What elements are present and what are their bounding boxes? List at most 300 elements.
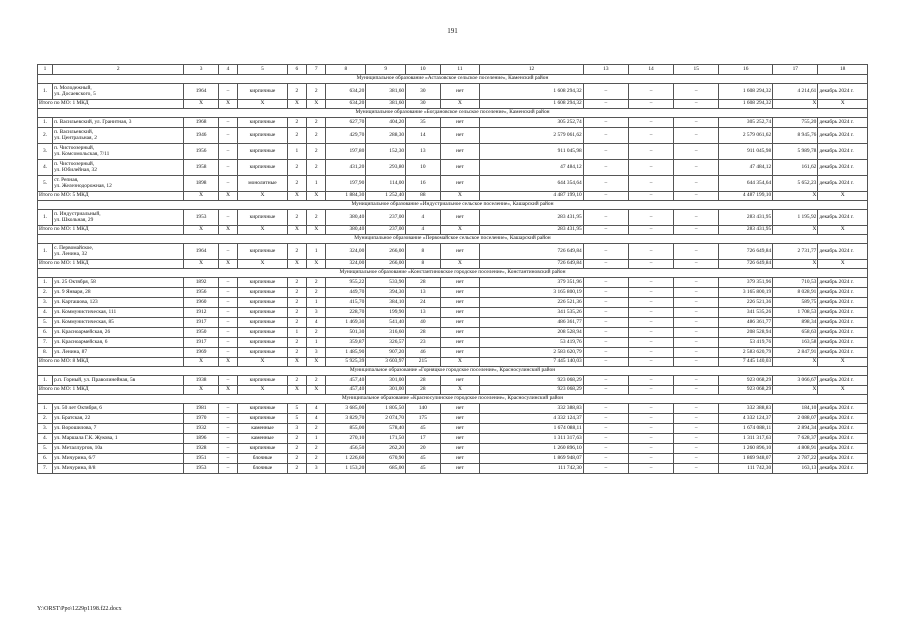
- data-cell: 1953: [184, 464, 218, 474]
- data-cell: –: [674, 454, 719, 464]
- data-cell: –: [628, 176, 673, 192]
- data-cell: 2: [287, 128, 306, 144]
- data-cell: нет: [440, 84, 480, 100]
- total-cell: 1 884,30: [326, 192, 366, 201]
- total-cell: X: [307, 100, 326, 109]
- data-cell: нет: [440, 118, 480, 128]
- data-cell: 2: [307, 454, 326, 464]
- data-cell: 2.: [38, 414, 53, 424]
- data-cell: нет: [440, 328, 480, 338]
- data-cell: 2 894,34: [773, 424, 818, 434]
- data-cell: кирпичные: [238, 244, 288, 260]
- data-cell: кирпичные: [238, 328, 288, 338]
- data-cell: декабрь 2024 г.: [818, 298, 868, 308]
- data-cell: кирпичные: [238, 318, 288, 328]
- data-cell: кирпичные: [238, 444, 288, 454]
- data-cell: 1 485,90: [326, 348, 366, 358]
- data-cell: кирпичные: [238, 348, 288, 358]
- total-cell: –: [583, 260, 628, 269]
- data-cell: –: [583, 348, 628, 358]
- data-cell: –: [674, 444, 719, 454]
- total-cell: 237,00: [366, 226, 406, 235]
- total-cell: X: [440, 192, 480, 201]
- table-row: [38, 308, 868, 318]
- data-cell: блочные: [238, 454, 288, 464]
- data-cell: 4 332 124,37: [480, 414, 583, 424]
- municipality-heading-row: [38, 235, 868, 244]
- data-cell: 1 311 317,63: [719, 434, 773, 444]
- data-cell: 163,58: [773, 338, 818, 348]
- address-line-2: ул. Юбилейная, 32: [54, 166, 97, 173]
- data-cell: 1928: [184, 444, 218, 454]
- data-cell: –: [218, 144, 237, 160]
- data-cell: 17: [406, 434, 440, 444]
- data-cell: 8: [406, 244, 440, 260]
- data-cell: –: [628, 160, 673, 176]
- address-cell: [53, 160, 184, 176]
- total-cell: 3 603,97: [366, 358, 406, 367]
- data-cell: 326,57: [366, 338, 406, 348]
- total-cell: X: [238, 226, 288, 235]
- total-cell: 88: [406, 192, 440, 201]
- data-cell: 1958: [184, 160, 218, 176]
- municipality-heading-row: [38, 109, 868, 118]
- data-cell: 2: [287, 278, 306, 288]
- data-cell: 1956: [184, 288, 218, 298]
- total-cell: X: [287, 192, 306, 201]
- total-cell: 7 445 140,03: [480, 358, 583, 367]
- data-cell: –: [583, 118, 628, 128]
- address-cell: р.п. Горный, ул. Праволинейная, 5в: [53, 376, 184, 386]
- total-cell: X: [773, 192, 818, 201]
- column-number-cell: 14: [628, 65, 673, 75]
- data-cell: –: [583, 338, 628, 348]
- data-cell: –: [674, 118, 719, 128]
- data-cell: кирпичные: [238, 84, 288, 100]
- total-cell: 634,20: [326, 100, 366, 109]
- data-cell: кирпичные: [238, 288, 288, 298]
- data-cell: 341 535,26: [719, 308, 773, 318]
- total-cell: X: [773, 100, 818, 109]
- total-label: Итого по МО: 1 МКД: [38, 100, 184, 109]
- data-cell: 2: [287, 338, 306, 348]
- data-cell: 1917: [184, 318, 218, 328]
- address-cell: [53, 128, 184, 144]
- data-cell: –: [674, 84, 719, 100]
- data-cell: 379 351,96: [480, 278, 583, 288]
- data-cell: 152,30: [366, 144, 406, 160]
- data-cell: 288,30: [366, 128, 406, 144]
- total-cell: –: [628, 100, 673, 109]
- data-cell: –: [674, 128, 719, 144]
- data-cell: –: [218, 454, 237, 464]
- data-cell: 2: [287, 84, 306, 100]
- data-cell: 2: [287, 308, 306, 318]
- data-cell: –: [218, 244, 237, 260]
- data-cell: –: [218, 338, 237, 348]
- data-cell: нет: [440, 318, 480, 328]
- data-cell: 449,70: [326, 288, 366, 298]
- data-cell: 1969: [184, 348, 218, 358]
- data-cell: декабрь 2024 г.: [818, 444, 868, 454]
- data-cell: –: [628, 318, 673, 328]
- total-cell: 381,60: [366, 100, 406, 109]
- data-cell: 2: [287, 118, 306, 128]
- data-cell: –: [674, 376, 719, 386]
- total-cell: X: [218, 100, 237, 109]
- total-cell: X: [184, 260, 218, 269]
- total-cell: 301,00: [366, 386, 406, 395]
- data-cell: –: [218, 278, 237, 288]
- data-cell: 8 028,91: [773, 288, 818, 298]
- data-cell: нет: [440, 414, 480, 424]
- data-cell: нет: [440, 308, 480, 318]
- data-cell: 755,20: [773, 118, 818, 128]
- data-cell: 644 354,64: [480, 176, 583, 192]
- column-number-cell: 18: [818, 65, 868, 75]
- data-cell: –: [674, 464, 719, 474]
- address-cell: ул. Мичурина, 6/7: [53, 454, 184, 464]
- table-row: [38, 298, 868, 308]
- data-cell: 1.: [38, 118, 53, 128]
- data-cell: декабрь 2024 г.: [818, 348, 868, 358]
- data-cell: 1912: [184, 308, 218, 318]
- address-cell: [53, 144, 184, 160]
- data-cell: –: [674, 144, 719, 160]
- data-cell: кирпичные: [238, 308, 288, 318]
- municipality-heading: Муниципальное образование «Астаховское сельское поселение», Каменский район: [38, 75, 868, 84]
- data-cell: декабрь 2024 г.: [818, 338, 868, 348]
- data-cell: –: [628, 128, 673, 144]
- data-cell: –: [218, 308, 237, 318]
- data-cell: –: [674, 338, 719, 348]
- data-cell: 1 708,53: [773, 308, 818, 318]
- data-cell: 1 469,30: [326, 318, 366, 328]
- total-cell: 1 608 294,32: [480, 100, 583, 109]
- column-number-cell: 12: [480, 65, 583, 75]
- data-cell: 8 945,76: [773, 128, 818, 144]
- data-cell: –: [583, 84, 628, 100]
- total-cell: –: [628, 192, 673, 201]
- data-cell: –: [674, 288, 719, 298]
- data-cell: 911 045,98: [480, 144, 583, 160]
- data-cell: 2 847,91: [773, 348, 818, 358]
- column-number-cell: 3: [184, 65, 218, 75]
- data-cell: 1: [307, 298, 326, 308]
- total-cell: 4 487 199,10: [480, 192, 583, 201]
- data-cell: 197,90: [326, 176, 366, 192]
- data-cell: –: [674, 298, 719, 308]
- total-label: Итого по МО: 5 МКД: [38, 192, 184, 201]
- total-cell: –: [628, 260, 673, 269]
- data-cell: 658,63: [773, 328, 818, 338]
- data-cell: 1 226,60: [326, 454, 366, 464]
- municipality-total-row: [38, 386, 868, 395]
- data-cell: 1 674 088,11: [480, 424, 583, 434]
- total-cell: X: [818, 226, 868, 235]
- total-cell: X: [184, 100, 218, 109]
- data-cell: 5 989,78: [773, 144, 818, 160]
- data-cell: 3.: [38, 298, 53, 308]
- data-cell: кирпичные: [238, 160, 288, 176]
- data-cell: 2: [307, 210, 326, 226]
- data-cell: –: [583, 144, 628, 160]
- data-cell: –: [674, 244, 719, 260]
- data-cell: нет: [440, 454, 480, 464]
- data-cell: 1968: [184, 118, 218, 128]
- total-cell: 8: [406, 260, 440, 269]
- data-cell: 415,70: [326, 298, 366, 308]
- data-cell: каменные: [238, 424, 288, 434]
- data-cell: 293,80: [366, 160, 406, 176]
- data-cell: 1.: [38, 404, 53, 414]
- data-cell: 262,20: [366, 444, 406, 454]
- data-cell: нет: [440, 244, 480, 260]
- total-cell: –: [628, 358, 673, 367]
- data-cell: 2: [307, 118, 326, 128]
- total-cell: –: [674, 358, 719, 367]
- data-cell: 2: [287, 444, 306, 454]
- data-cell: 955,22: [326, 278, 366, 288]
- data-cell: 2: [287, 176, 306, 192]
- data-cell: 28: [406, 376, 440, 386]
- data-cell: –: [674, 176, 719, 192]
- column-number-cell: 6: [287, 65, 306, 75]
- data-cell: –: [674, 308, 719, 318]
- data-cell: –: [628, 308, 673, 318]
- column-number-cell: 2: [53, 65, 184, 75]
- data-cell: 161,62: [773, 160, 818, 176]
- data-cell: 5: [287, 404, 306, 414]
- total-cell: X: [287, 100, 306, 109]
- address-cell: [53, 210, 184, 226]
- data-cell: 2 074,70: [366, 414, 406, 424]
- data-cell: –: [218, 318, 237, 328]
- data-cell: 1964: [184, 244, 218, 260]
- column-number-cell: 5: [238, 65, 288, 75]
- data-cell: 6.: [38, 328, 53, 338]
- data-cell: 45: [406, 454, 440, 464]
- data-cell: 4: [307, 318, 326, 328]
- column-number-row: [38, 65, 868, 75]
- data-cell: –: [583, 454, 628, 464]
- data-cell: –: [583, 376, 628, 386]
- total-cell: 457,40: [326, 386, 366, 395]
- data-cell: 45: [406, 464, 440, 474]
- data-cell: 670,90: [366, 454, 406, 464]
- data-cell: 2: [307, 376, 326, 386]
- data-cell: 53 419,76: [480, 338, 583, 348]
- footer-file-path: Y:\ORST\Ppo\1229p1198.f22.docx: [37, 606, 122, 612]
- data-cell: декабрь 2024 г.: [818, 160, 868, 176]
- data-cell: 45: [406, 424, 440, 434]
- total-cell: X: [440, 260, 480, 269]
- total-cell: –: [583, 226, 628, 235]
- table-row: [38, 376, 868, 386]
- data-cell: –: [628, 454, 673, 464]
- data-cell: 486 361,77: [719, 318, 773, 328]
- data-cell: кирпичные: [238, 376, 288, 386]
- data-cell: 23: [406, 338, 440, 348]
- total-cell: 1 608 294,32: [719, 100, 773, 109]
- total-cell: X: [773, 260, 818, 269]
- data-cell: кирпичные: [238, 118, 288, 128]
- data-cell: 13: [406, 144, 440, 160]
- data-cell: –: [218, 128, 237, 144]
- total-cell: –: [674, 192, 719, 201]
- data-cell: 404,20: [366, 118, 406, 128]
- data-cell: декабрь 2024 г.: [818, 424, 868, 434]
- data-cell: 1 869 948,07: [480, 454, 583, 464]
- data-cell: 111 742,30: [719, 464, 773, 474]
- column-number-cell: 10: [406, 65, 440, 75]
- data-cell: 30: [406, 84, 440, 100]
- total-cell: –: [628, 386, 673, 395]
- data-cell: 1898: [184, 176, 218, 192]
- data-cell: 3 165 800,19: [480, 288, 583, 298]
- data-cell: –: [674, 328, 719, 338]
- table-row: [38, 404, 868, 414]
- address-cell: ул. Ленина, 87: [53, 348, 184, 358]
- data-cell: декабрь 2024 г.: [818, 308, 868, 318]
- data-cell: 4 332 124,37: [719, 414, 773, 424]
- data-cell: 14: [406, 128, 440, 144]
- data-cell: 3.: [38, 424, 53, 434]
- data-cell: 5 652,23: [773, 176, 818, 192]
- data-cell: 226 521,36: [719, 298, 773, 308]
- total-cell: X: [773, 386, 818, 395]
- total-cell: X: [184, 192, 218, 201]
- data-cell: –: [674, 424, 719, 434]
- data-cell: 237,00: [366, 210, 406, 226]
- data-cell: декабрь 2024 г.: [818, 376, 868, 386]
- data-cell: 1960: [184, 298, 218, 308]
- data-cell: каменные: [238, 434, 288, 444]
- total-cell: 324,00: [326, 260, 366, 269]
- address-cell: ул. 50 лет Октября, 6: [53, 404, 184, 414]
- total-cell: X: [238, 100, 288, 109]
- data-cell: –: [628, 404, 673, 414]
- data-cell: –: [583, 424, 628, 434]
- municipality-heading: Муниципальное образование «Индустриальное сельское поселение», Кашарский район: [38, 201, 868, 210]
- total-cell: X: [218, 192, 237, 201]
- data-cell: 431,20: [326, 160, 366, 176]
- data-cell: 1 153,20: [326, 464, 366, 474]
- total-cell: 7 445 140,03: [719, 358, 773, 367]
- data-cell: 923 068,29: [719, 376, 773, 386]
- total-cell: –: [674, 100, 719, 109]
- data-cell: 1.: [38, 84, 53, 100]
- total-cell: X: [238, 192, 288, 201]
- municipality-heading: Муниципальное образование «Горняцкое городское поселение», Красносулинский район: [38, 367, 868, 376]
- address-line-2: ул. Комсомольская, 7/11: [54, 150, 110, 157]
- address-line-1: ст. Репная,: [54, 176, 79, 183]
- total-cell: –: [583, 358, 628, 367]
- data-cell: –: [218, 434, 237, 444]
- total-cell: –: [674, 260, 719, 269]
- column-number-cell: 11: [440, 65, 480, 75]
- data-cell: нет: [440, 348, 480, 358]
- data-cell: 35: [406, 118, 440, 128]
- total-cell: –: [583, 192, 628, 201]
- address-line-2: ул. Железнодорожная, 12: [54, 182, 112, 189]
- data-cell: 140: [406, 404, 440, 414]
- total-cell: X: [218, 358, 237, 367]
- data-cell: 1 260 896,10: [719, 444, 773, 454]
- data-cell: декабрь 2024 г.: [818, 404, 868, 414]
- data-cell: 3: [307, 464, 326, 474]
- total-cell: X: [218, 226, 237, 235]
- municipality-total-row: [38, 226, 868, 235]
- data-cell: –: [628, 210, 673, 226]
- total-cell: X: [238, 386, 288, 395]
- data-cell: нет: [440, 176, 480, 192]
- total-cell: –: [628, 226, 673, 235]
- column-number-cell: 4: [218, 65, 237, 75]
- data-cell: 2: [307, 288, 326, 298]
- data-cell: 7.: [38, 338, 53, 348]
- data-cell: 1938: [184, 376, 218, 386]
- data-cell: декабрь 2024 г.: [818, 244, 868, 260]
- data-cell: 175: [406, 414, 440, 424]
- data-cell: 2: [287, 160, 306, 176]
- data-cell: 4 808,91: [773, 444, 818, 454]
- data-cell: –: [218, 176, 237, 192]
- data-cell: 4 214,61: [773, 84, 818, 100]
- data-cell: 855,00: [326, 424, 366, 434]
- data-cell: 208 528,94: [719, 328, 773, 338]
- data-cell: 456,50: [326, 444, 366, 454]
- data-cell: 16: [406, 176, 440, 192]
- total-cell: 30: [406, 100, 440, 109]
- data-cell: 1.: [38, 278, 53, 288]
- total-cell: 283 431,95: [719, 226, 773, 235]
- data-cell: 911 045,98: [719, 144, 773, 160]
- data-cell: 2: [307, 128, 326, 144]
- data-cell: –: [628, 348, 673, 358]
- data-cell: 24: [406, 298, 440, 308]
- total-cell: X: [184, 358, 218, 367]
- data-cell: 2: [287, 244, 306, 260]
- data-cell: –: [583, 318, 628, 328]
- address-cell: [53, 244, 184, 260]
- data-cell: монолитные: [238, 176, 288, 192]
- data-cell: –: [674, 160, 719, 176]
- data-cell: –: [583, 244, 628, 260]
- address-cell: ул. Ворошилова, 7: [53, 424, 184, 434]
- data-cell: 2 731,77: [773, 244, 818, 260]
- table-row: [38, 444, 868, 454]
- address-line-2: ул. Школьная, 29: [54, 216, 94, 223]
- data-cell: 2 583 620,79: [480, 348, 583, 358]
- data-cell: 305 252,74: [480, 118, 583, 128]
- data-cell: декабрь 2024 г.: [818, 464, 868, 474]
- total-cell: X: [440, 226, 480, 235]
- address-cell: ул. Красноармейская, 6: [53, 338, 184, 348]
- data-cell: –: [218, 328, 237, 338]
- data-cell: 301,00: [366, 376, 406, 386]
- address-cell: ул. Мичурина, 8/8: [53, 464, 184, 474]
- data-cell: 2 787,22: [773, 454, 818, 464]
- data-cell: декабрь 2024 г.: [818, 278, 868, 288]
- data-cell: 5: [287, 414, 306, 424]
- data-cell: 228,70: [326, 308, 366, 318]
- data-cell: –: [628, 298, 673, 308]
- data-cell: –: [583, 328, 628, 338]
- page-number: 191: [447, 27, 458, 35]
- data-cell: 1932: [184, 424, 218, 434]
- data-cell: декабрь 2024 г.: [818, 288, 868, 298]
